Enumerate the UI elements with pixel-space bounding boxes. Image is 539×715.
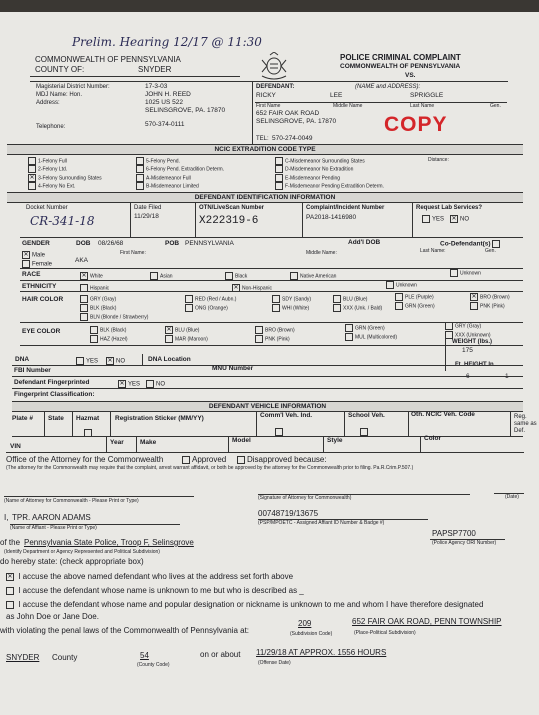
ethnicity-hispanic[interactable]: Hispanic bbox=[80, 284, 109, 292]
eye-haz[interactable]: HAZ (Hazel) bbox=[90, 335, 128, 343]
ori-caption: (Police Agency ORI Number) bbox=[432, 540, 497, 546]
offense-place: 652 FAIR OAK ROAD, PENN TOWNSHIP bbox=[352, 617, 502, 626]
defendant-address1: 652 FAIR OAK ROAD bbox=[256, 110, 320, 117]
complaint-form bbox=[0, 12, 539, 715]
aka-middle-label: Middle Name: bbox=[306, 250, 337, 256]
affiant-dept-caption: (Identify Department or Agency Represented and Political Subdivision) bbox=[4, 549, 160, 555]
police-ori: PAPSP7700 bbox=[432, 529, 476, 538]
weight-value: 175 bbox=[462, 347, 473, 354]
statement-3[interactable]: I accuse the defendant whose name and popular designation or nickname is unknown to me and whom I have therefore designated bbox=[6, 601, 483, 609]
pa-seal-icon bbox=[258, 52, 290, 82]
county-code-caption: (County Code) bbox=[137, 662, 170, 668]
eye-bro[interactable]: BRO (Brown) bbox=[255, 326, 295, 334]
approved-checkbox[interactable]: Approved bbox=[182, 456, 226, 464]
defendant-address2: SELINSGROVE, PA. 17870 bbox=[256, 118, 337, 125]
reg-same-label: Reg. same as Def. bbox=[514, 414, 537, 434]
dna-yes-checkbox[interactable]: YES bbox=[76, 357, 98, 365]
eye-label: EYE COLOR bbox=[22, 328, 61, 335]
place-caption: (Place-Political Subdivision) bbox=[354, 630, 416, 636]
eye-blk[interactable]: BLK (Black) bbox=[90, 326, 126, 334]
affiant-prefix: I, bbox=[4, 513, 9, 522]
mdj-name: JOHN H. REED bbox=[145, 91, 191, 98]
commonwealth-title: COMMONWEALTH OF PENNSYLVANIA bbox=[35, 55, 181, 64]
codefendants-label: Co-Defendant(s) bbox=[440, 240, 502, 248]
make-label: Make bbox=[140, 439, 157, 446]
address-label: Address: bbox=[36, 100, 60, 106]
hair-blk[interactable]: BLK (Black) bbox=[80, 304, 116, 312]
pob-value: PENNSYLVANIA bbox=[185, 240, 234, 247]
hair-whi[interactable]: WHI (White) bbox=[272, 304, 309, 312]
lab-no-checkbox[interactable]: ✕ NO bbox=[451, 216, 469, 223]
violating-label: with violating the penal laws of the Commonwealth of Pennsylvania at: bbox=[0, 626, 250, 635]
state-label: State bbox=[48, 415, 64, 422]
magistrate-address1: 1025 US 522 bbox=[145, 99, 183, 106]
defendant-middle: LEE bbox=[330, 92, 343, 99]
last-name-caption: Last Name bbox=[410, 103, 435, 109]
fbi-label: FBI Number bbox=[14, 367, 51, 374]
attorney-office-label: Office of the Attorney for the Commonwealth bbox=[6, 455, 164, 464]
hazmat-label: Hazmat bbox=[76, 415, 100, 422]
comml-label: Comm'l Veh. Ind. bbox=[260, 412, 313, 419]
magistrate-district-label: Magisterial District Number: bbox=[36, 84, 110, 90]
eye-xxx[interactable]: XXX (Unknown) bbox=[445, 331, 491, 339]
height-in bbox=[505, 374, 509, 381]
registration-label: Registration Sticker (MM/YY) bbox=[115, 415, 204, 422]
aka-gen-label: Gen. bbox=[485, 248, 496, 254]
dob-label: DOB bbox=[76, 240, 91, 247]
copy-stamp: COPY bbox=[384, 113, 448, 136]
hair-sdy[interactable]: SDY (Sandy) bbox=[272, 295, 311, 303]
attorney-date-caption: (Date) bbox=[505, 494, 519, 500]
color-label: Color bbox=[424, 435, 441, 442]
eye-mul[interactable]: MUL (Multicolored) bbox=[345, 333, 397, 341]
footer-county-label: County bbox=[52, 653, 78, 662]
date-filed-label: Date Filed bbox=[134, 205, 162, 211]
race-label: RACE bbox=[22, 271, 41, 278]
complaint-title: POLICE CRIMINAL COMPLAINT bbox=[340, 53, 461, 62]
affiant-department: Pennsylvania State Police, Troop F, Selinsgrove bbox=[24, 538, 194, 547]
affiant-name: TPR. AARON ADAMS bbox=[12, 513, 91, 522]
dna-location-label: DNA Location bbox=[148, 356, 191, 363]
defendant-tel: 570-274-0049 bbox=[272, 135, 313, 142]
fingerprint-yes-checkbox[interactable]: ✕ YES bbox=[119, 381, 141, 388]
footer-county-code: 54 bbox=[140, 651, 149, 660]
otn-label: OTN/LiveScan Number bbox=[199, 205, 265, 211]
oth-ncic-label: Oth. NCIC Veh. Code bbox=[411, 411, 475, 418]
defendant-first: RICKY bbox=[256, 92, 276, 99]
ethnicity-unknown[interactable]: Unknown bbox=[386, 281, 417, 289]
mdj-label: MDJ Name: Hon. bbox=[36, 92, 83, 98]
attorney-name-caption: (Name of Attorney for Commonwealth - Please Print or Type) bbox=[4, 498, 139, 504]
hair-blu[interactable]: BLU (Blue) bbox=[333, 295, 367, 303]
aka-last-label: Last Name: bbox=[420, 248, 446, 254]
style-label: Style bbox=[327, 437, 343, 444]
first-name-caption: First Name bbox=[256, 103, 281, 109]
footer-county: SNYDER bbox=[6, 653, 40, 662]
subdivision-code: 209 bbox=[298, 619, 312, 628]
lab-yes-checkbox[interactable]: YES bbox=[422, 215, 444, 223]
defendant-last: SPRIGGLE bbox=[410, 92, 444, 99]
defendant-tel-label: TEL: bbox=[256, 136, 269, 142]
magistrate-address2: SELINSGROVE, PA. 17870 bbox=[145, 107, 226, 114]
hair-gry[interactable]: GRY (Gray) bbox=[80, 295, 116, 303]
county-name: SNYDER bbox=[138, 65, 172, 74]
fingerprint-class-label: Fingerprint Classification: bbox=[14, 391, 95, 398]
ncic-band: NCIC EXTRADITION CODE TYPE bbox=[7, 144, 523, 155]
statement-3b: as John Doe or Jane Doe. bbox=[6, 612, 99, 621]
hair-label: HAIR COLOR bbox=[22, 296, 64, 303]
eye-grn[interactable]: GRN (Green) bbox=[345, 324, 385, 332]
vin-label: VIN bbox=[10, 443, 21, 450]
date-filed: 11/29/18 bbox=[134, 213, 159, 220]
comml-checkbox[interactable] bbox=[275, 424, 285, 440]
race-unknown[interactable]: Unknown bbox=[450, 269, 481, 277]
hazmat-checkbox[interactable] bbox=[84, 425, 94, 441]
hair-ong[interactable]: ONG (Orange) bbox=[185, 304, 228, 312]
hair-red[interactable]: RED (Red / Aubn.) bbox=[185, 295, 236, 303]
affiant-name-caption: (Name of Affiant - Please Print or Type) bbox=[10, 525, 97, 531]
ncic-col2: 5-Felony Pend. 6-Felony Pend. Extradition Determ. A-Misdemeanor Full B-Misdemeanor Limited bbox=[136, 157, 224, 190]
otn-number: X222319-6 bbox=[199, 215, 259, 227]
middle-name-caption: Middle Name bbox=[333, 103, 363, 109]
eye-mar[interactable]: MAR (Maroon) bbox=[165, 335, 208, 343]
gen-caption: Gen. bbox=[490, 103, 501, 109]
hair-xxx[interactable]: XXX (Unk. / Bald) bbox=[333, 304, 382, 312]
male-checkbox[interactable]: ✕ Male bbox=[23, 252, 46, 259]
eye-blu[interactable]: ✕ BLU (Blue) bbox=[166, 327, 200, 334]
aka-first-label: First Name: bbox=[120, 250, 146, 256]
weight-label: WEIGHT (lbs.) bbox=[452, 339, 492, 345]
telephone-label: Telephone: bbox=[36, 124, 66, 130]
hair-ple[interactable]: PLE (Purple) bbox=[395, 293, 434, 301]
affiant-id: 00748719/13675 bbox=[258, 509, 319, 518]
disapproved-checkbox[interactable]: Disapproved because: bbox=[237, 456, 327, 464]
defendant-label: DEFENDANT: bbox=[256, 84, 295, 90]
addl-dob-label: Add'l DOB bbox=[348, 239, 381, 246]
race-asian[interactable]: Asian bbox=[150, 272, 173, 280]
hair-pnk[interactable]: PNK (Pink) bbox=[470, 302, 505, 310]
magistrate-district: 17-3-03 bbox=[145, 83, 168, 90]
height-ft bbox=[466, 374, 470, 381]
female-checkbox[interactable]: Female bbox=[22, 260, 52, 268]
dna-no-checkbox[interactable]: ✕ NO bbox=[107, 358, 125, 365]
county-label: COUNTY OF: bbox=[35, 65, 85, 74]
ident-band: DEFENDANT IDENTIFICATION INFORMATION bbox=[7, 192, 523, 203]
race-native[interactable]: Native American bbox=[290, 272, 336, 280]
school-label: School Veh. bbox=[348, 412, 385, 419]
fingerprinted-label: Defendant Fingerprinted bbox=[14, 379, 90, 386]
ethnicity-label: ETHNICITY bbox=[22, 283, 57, 290]
ethnicity-nonhispanic[interactable]: ✕ Non-Hispanic bbox=[233, 285, 273, 292]
offense-date-caption: (Offense Date) bbox=[258, 660, 291, 666]
vehicle-band: DEFENDANT VEHICLE INFORMATION bbox=[12, 401, 523, 412]
offense-date: 11/29/18 AT APPROX. 1556 HOURS bbox=[256, 648, 387, 657]
lab-services-label: Request Lab Services? bbox=[416, 205, 483, 211]
handwritten-note: Prelim. Hearing 12/17 @ 11:30 bbox=[72, 35, 262, 49]
subdivision-caption: (Subdivision Code) bbox=[290, 631, 333, 637]
affiant-of-label: of the bbox=[0, 538, 21, 547]
complaint-label: Complaint/Incident Number bbox=[306, 205, 385, 211]
affiant-id-caption: (PSP/MPOETC - Assigned Affiant ID Number & Badge #) bbox=[258, 520, 385, 526]
eye-pnk[interactable]: PNK (Pink) bbox=[255, 335, 290, 343]
ncic-col1: 1-Felony Full 2-Felony Ltd. ✕ 3-Felony Surrounding States 4-Felony No Ext. bbox=[29, 158, 102, 190]
eye-gry[interactable]: GRY (Gray) bbox=[445, 322, 481, 330]
school-checkbox[interactable] bbox=[360, 424, 370, 440]
complaint-number: PA2018-1416980 bbox=[306, 214, 357, 221]
attorney-signature-caption: (Signature of Attorney for Commonwealth) bbox=[258, 495, 352, 501]
pob-label: POB bbox=[165, 240, 180, 247]
magistrate-telephone: 570-374-0111 bbox=[145, 121, 185, 128]
vs-label: VS. bbox=[405, 72, 416, 79]
hair-bln[interactable]: BLN (Blonde / Strawberry) bbox=[80, 313, 148, 321]
name-address-label: (NAME and ADDRESS): bbox=[355, 84, 421, 90]
race-black[interactable]: Black bbox=[225, 272, 247, 280]
dob-value: 08/26/68 bbox=[98, 240, 124, 247]
statement-1[interactable]: ✕ I accuse the above named defendant who lives at the address set forth above bbox=[7, 572, 294, 582]
aka-label: AKA bbox=[75, 257, 89, 264]
on-or-about-label: on or about bbox=[200, 650, 241, 659]
plate-label: Plate # bbox=[12, 415, 33, 422]
dna-label: DNA bbox=[15, 356, 30, 363]
ncic-col3: C-Misdemeanor Surrounding States D-Misdemeanor No Extradition E-Misdemeanor Pending F-Misdemeanor Pending Extradition Determ. bbox=[275, 157, 384, 190]
statement-2[interactable]: I accuse the defendant whose name is unknown to me but who is described as _ bbox=[6, 587, 304, 595]
complaint-subtitle: COMMONWEALTH OF PENNSYLVANIA bbox=[340, 63, 461, 70]
year-label: Year bbox=[110, 439, 124, 446]
attorney-note: (The attorney for the Commonwealth may require that the complaint, arrest warrant affidavit, or both be approved by the attorney for the Commonwealth prior to filing. Pa.R.Crim.P.507.) bbox=[6, 465, 414, 471]
docket-number: CR-341-18 bbox=[30, 214, 95, 228]
fingerprint-no-checkbox[interactable]: NO bbox=[146, 380, 165, 388]
statement-intro: do hereby state: (check appropriate box) bbox=[0, 557, 144, 566]
gender-label: GENDER bbox=[22, 240, 50, 247]
hair-grn[interactable]: GRN (Green) bbox=[395, 302, 435, 310]
race-white[interactable]: ✕ White bbox=[81, 273, 103, 280]
model-label: Model bbox=[232, 437, 251, 444]
docket-label: Docket Number bbox=[26, 205, 68, 211]
hair-bro[interactable]: ✕ BRO (Brown) bbox=[471, 294, 510, 301]
distance-label: Distance: bbox=[428, 157, 449, 163]
mnu-label: MNU Number bbox=[212, 365, 254, 372]
